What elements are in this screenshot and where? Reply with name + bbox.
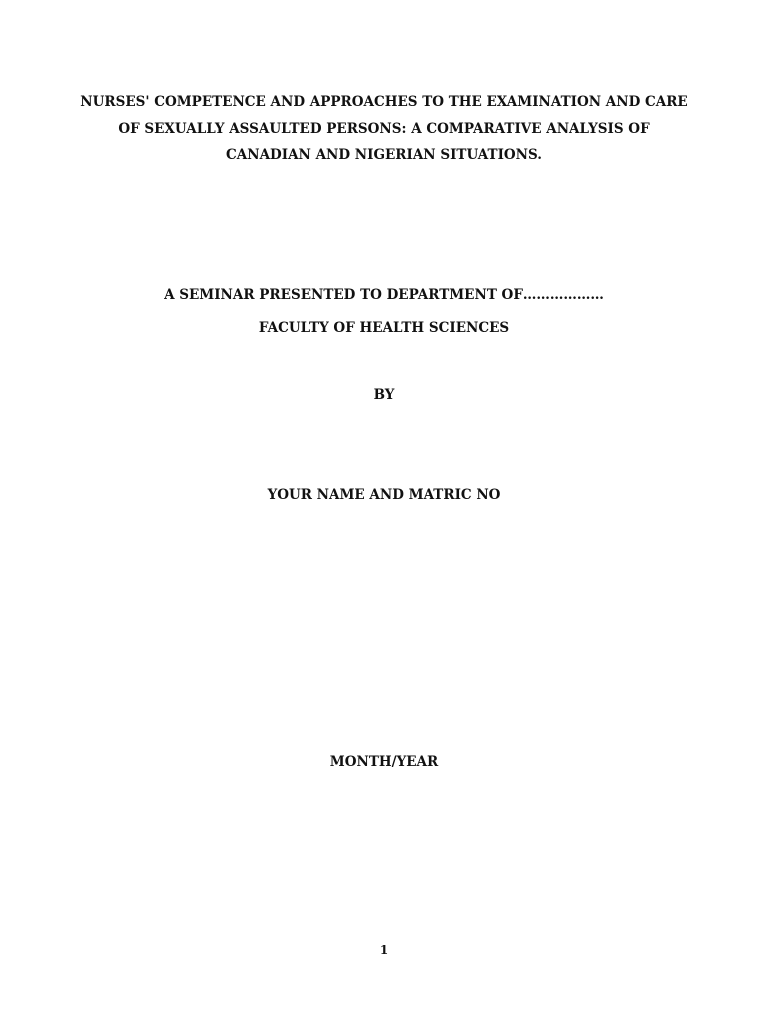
document-title	[0, 92, 768, 172]
page-number: 1	[379, 943, 389, 957]
faculty-line: FACULTY OF HEALTH SCIENCES	[258, 320, 510, 336]
seminar-line: A SEMINAR PRESENTED TO DEPARTMENT OF………………	[164, 287, 604, 303]
title-line-2: OF SEXUALLY ASSAULTED PERSONS: A COMPARATIVE ANALYSIS OF	[118, 120, 650, 137]
title-line-1: NURSES' COMPETENCE AND APPROACHES TO THE EXAMINATION AND CARE	[80, 94, 688, 110]
title-line-3: CANADIAN AND NIGERIAN SITUATIONS.	[226, 147, 542, 163]
author-line: YOUR NAME AND MATRIC NO	[267, 487, 501, 503]
by-line: BY	[373, 387, 395, 403]
date-line: MONTH/YEAR	[329, 754, 439, 770]
